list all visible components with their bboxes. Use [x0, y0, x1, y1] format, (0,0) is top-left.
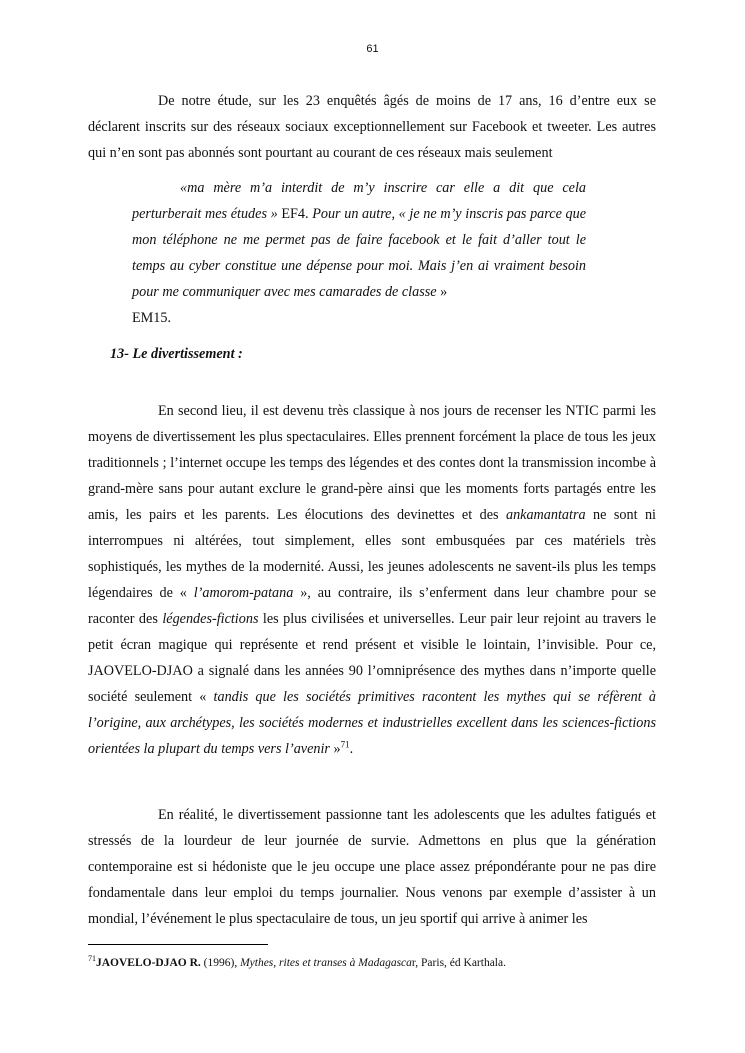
- p2-italic-legendes-fictions: légendes-fictions: [162, 611, 259, 627]
- section-heading: 13- Le divertissement :: [110, 346, 243, 362]
- paragraph-study-results: De notre étude, sur les 23 enquêtés âgés de moins de 17 ans, 16 d’entre eux se déclarent inscrits sur des réseaux sociaux exceptionnellement sur Facebook et tweeter. Les autres qui n’en sont pas abonnés sont pourtant au courant de ces réseaux mais seulement: [88, 93, 656, 161]
- quote-code-1: EF4.: [277, 206, 313, 222]
- p2-text-5: »: [329, 741, 341, 757]
- page-number: 61: [366, 43, 379, 55]
- interview-quote: [132, 175, 586, 331]
- p2-text-2: ne sont ni interrompues ni altérées, tout simplement, elles sont embusquées par ces matériels très sophistiqués, les mythes de la modernité. Aussi, les jeunes adolescents ne savent-ils plus les temps légendaires de «: [88, 507, 657, 601]
- footnote: [88, 955, 688, 971]
- p2-italic-amorom-patana: l’amorom-patana: [193, 585, 294, 601]
- p2-italic-ankamantatra: ankamantatra: [505, 507, 586, 523]
- footnote-publisher: r, Paris, éd Karthala.: [411, 957, 506, 969]
- paragraph-divertissement: [88, 398, 656, 762]
- footnote-divider: [88, 944, 268, 945]
- footnote-year: (1996),: [200, 957, 241, 969]
- footnote-title: Mythes, rites et transes à Madagasca: [240, 957, 412, 969]
- quote-close-mark: »: [436, 284, 448, 300]
- p2-text-3: », au contraire, ils s’enferment dans leur chambre pour se raconter des: [88, 585, 656, 627]
- quote-code-2: EM15.: [132, 310, 172, 326]
- p2-text-1: En second lieu, il est devenu très classique à nos jours de recenser les NTIC parmi les moyens de divertissement les plus spectaculaires. Elles prennent forcément la place de tous les jeux traditionnels ; l’internet occupe les temps des légendes et des contes dont la transmission incombe à grand-mère sans pour autant exclure le grand-père ainsi que les moments forts partagés entre les amis, les pairs et les parents. Les élocutions des devinettes et des: [88, 403, 656, 523]
- p2-italic-citation: tandis que les sociétés primitives racontent les mythes qui se réfèrent à l’origine, aux archétypes, les sociétés modernes et industrielles excellent dans les sciences-fictions orientées la plupart du temps vers l’avenir: [88, 689, 656, 757]
- footnote-number: 71: [88, 954, 96, 964]
- p2-text-4: les plus civilisées et universelles. Leur pair leur rejoint au travers le petit écran magique qui représente et rend présent et visible le lointain, l’invisible. Pour ce, JAOVELO-DJAO a signalé dans les années 90 l’omniprésence des mythes dans n’importe quelle société seulement «: [88, 611, 656, 705]
- paragraph-en-realite: En réalité, le divertissement passionne tant les adolescents que les adultes fatigués et stressés de la lourdeur de leur journée de survie. Admettons en plus que la génération contemporaine est si hédoniste que le jeu occupe une place assez prépondérante pour ne pas dire fondamentale dans leur emploi du temps journalier. Nous venons par exemple d’assister à un mondial, l’événement le plus spectaculaire de tous, un jeu sportif qui arrive à animer les: [88, 807, 656, 927]
- quote-open-mark: «: [180, 180, 188, 196]
- p2-text-6: .: [349, 741, 354, 757]
- footnote-author: JAOVELO-DJAO R.: [96, 957, 201, 969]
- footnote-reference[interactable]: 71: [340, 739, 350, 750]
- quote-text-1: ma mère m’a interdit de m’y inscrire car elle a dit que cela perturberait mes études »: [132, 180, 586, 222]
- quote-text-2: Pour un autre, « je ne m’y inscris pas parce que mon téléphone ne me permet pas de faire facebook et le fait d’aller tout le temps au cyber constitue une dépense pour moi. Mais j’en ai vraiment besoin pour me communiquer avec mes camarades de classe: [132, 206, 586, 300]
